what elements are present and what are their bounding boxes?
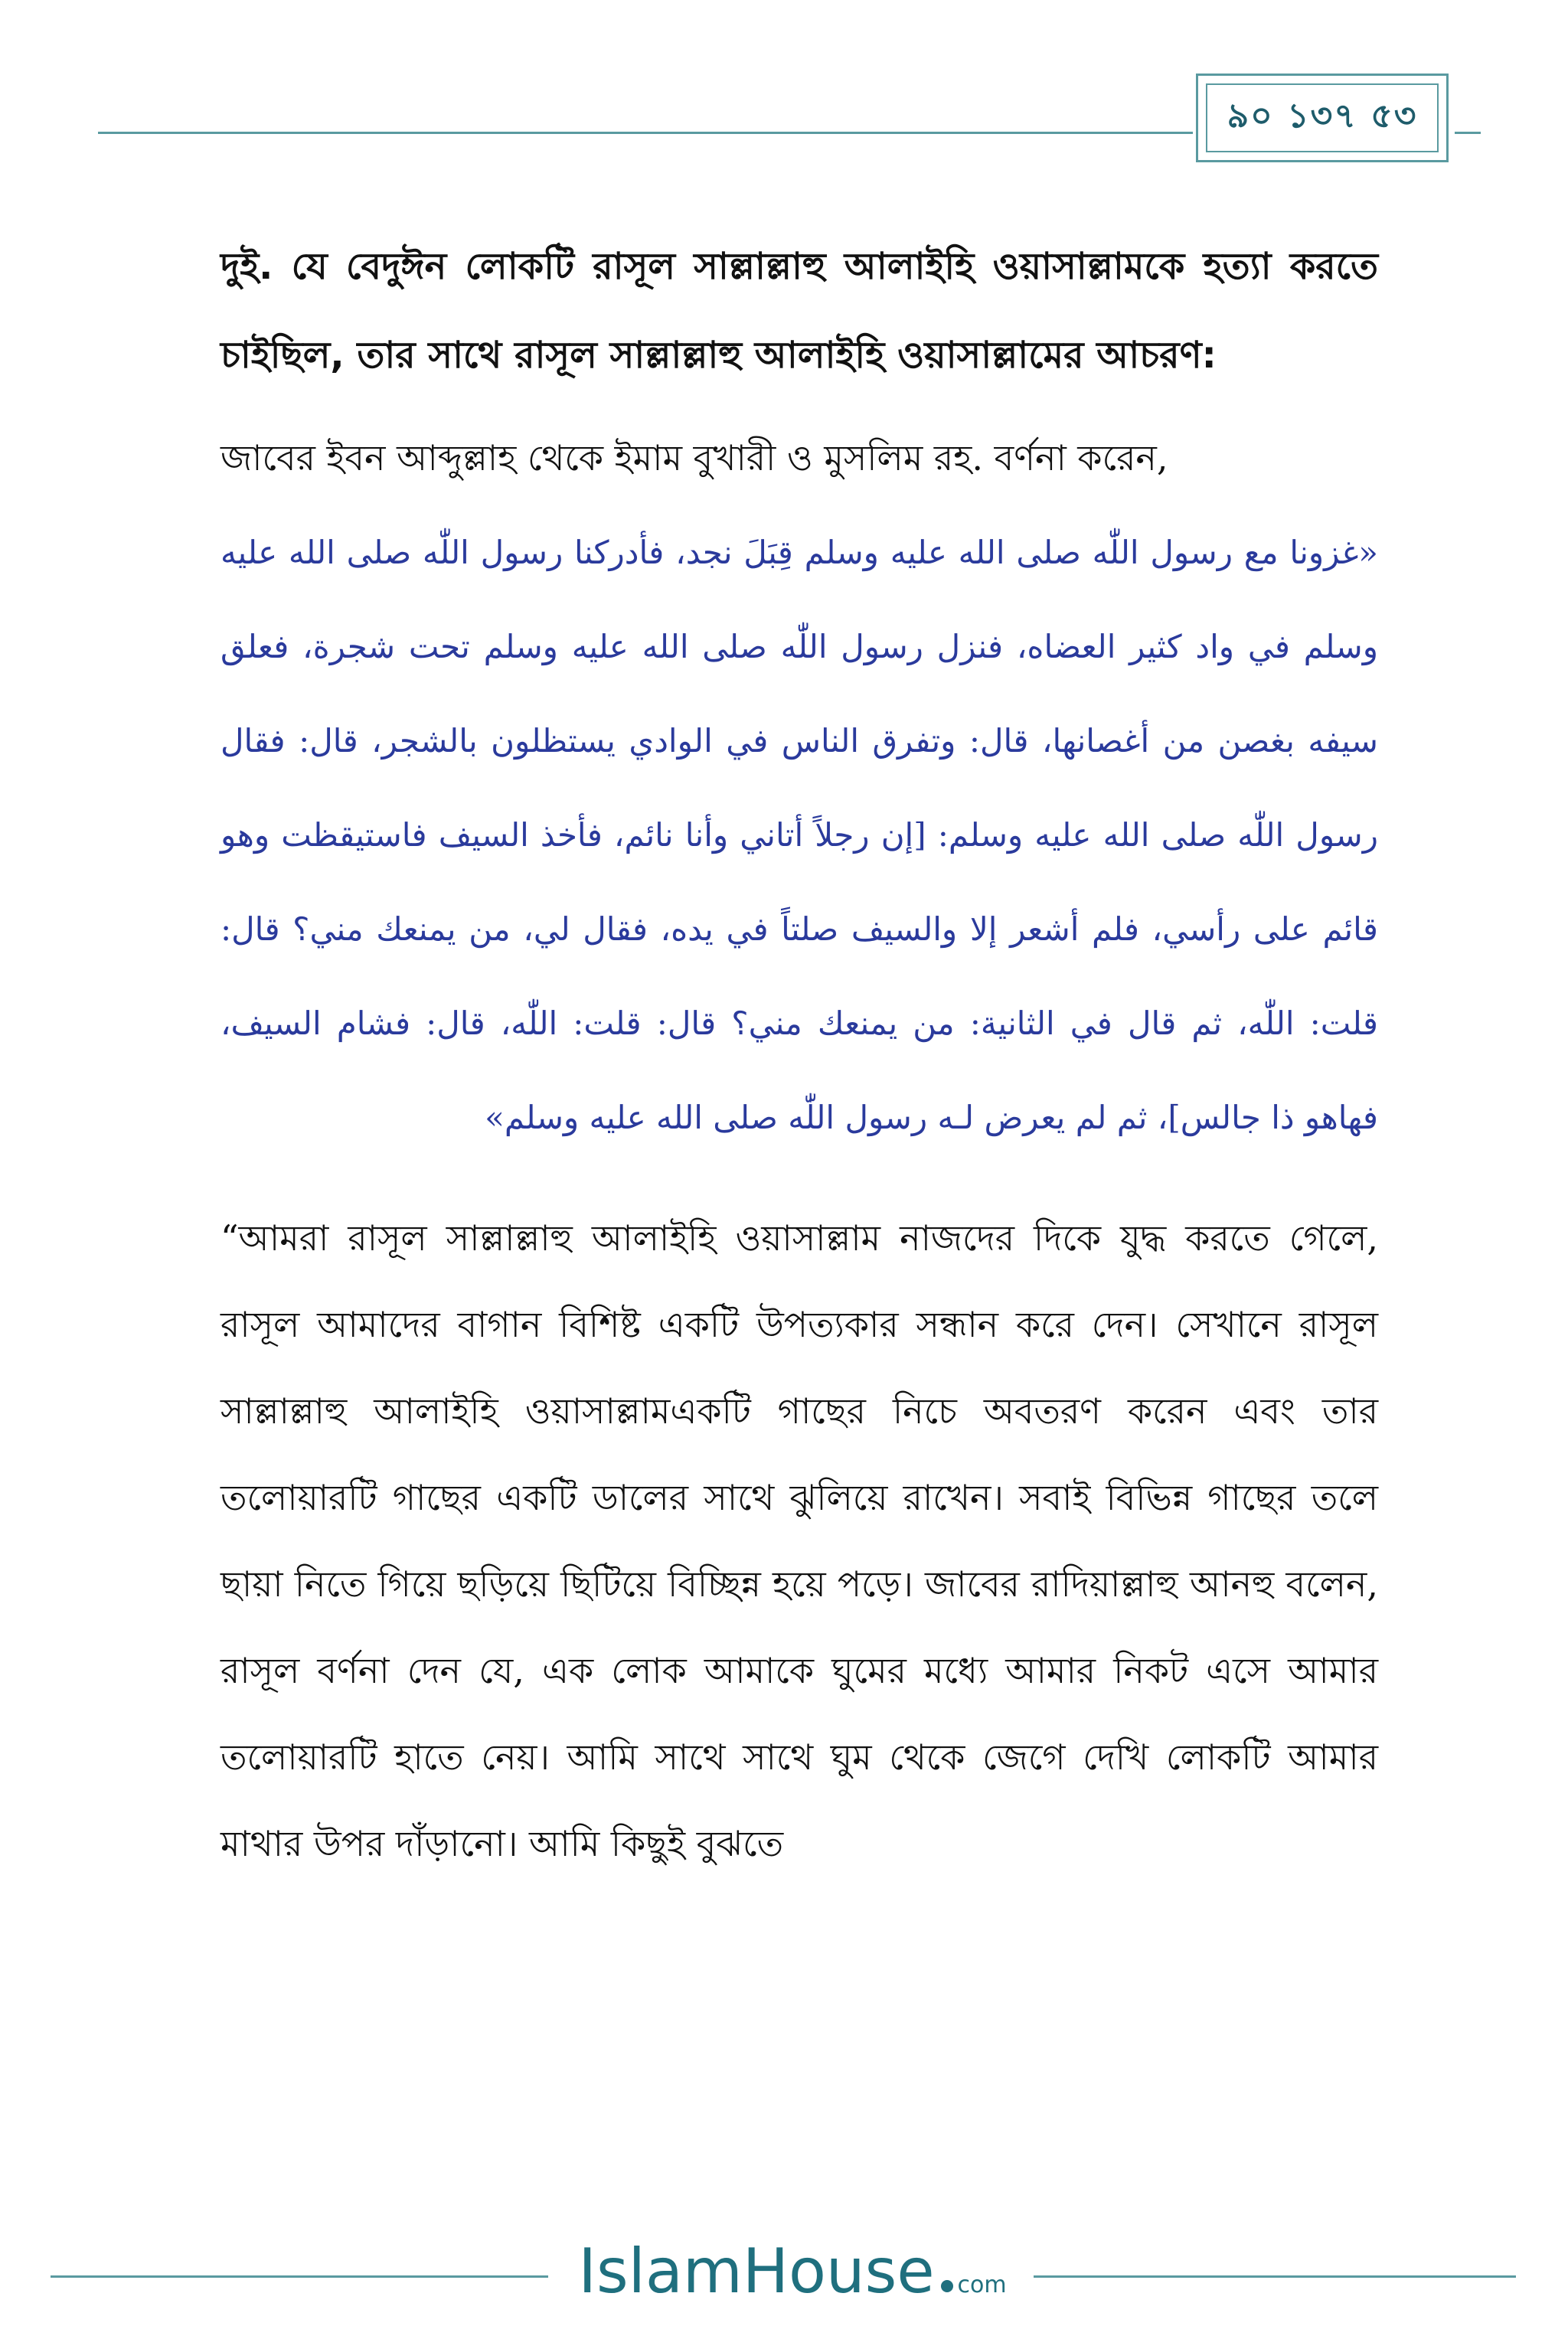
footer-rule-right (1034, 2275, 1516, 2278)
brand-dot-icon (941, 2280, 953, 2292)
arabic-hadith-text: «غزونا مع رسول اللّٰه صلى الله عليه وسلم قِبَلَ نجد، فأدركنا رسول اللّٰه صلى الله عليه وسلم في واد كثير العضاه، فنزل رسول اللّٰه صلى الله عليه وسلم تحت شجرة، فعلق سيفه بغصن من أغصانها، قال: وتفرق الناس في الوادي يستظلون بالشجر، قال: فقال رسول اللّٰه صلى الله عليه وسلم: [إن رجلاً أتاني وأنا نائم، فأخذ السيف فاستيقظت وهو قائم على رأسي، فلم أشعر إلا والسيف صلتاً في يده، فقال لي، من يمنعك مني؟ قال: قلت: اللّٰه، ثم قال في الثانية: من يمنعك مني؟ قال: قلت: اللّٰه، قال: فشام السيف، فهاهو ذا جالس]، ثم لم يعرض لـه رسول اللّٰه صلى الله عليه وسلم» (220, 534, 1378, 1136)
page-number-inner-frame (1206, 83, 1439, 152)
bengali-translation: “আমরা রাসূল সাল্লাল্লাহু আলাইহি ওয়াসাল্লাম নাজদের দিকে যুদ্ধ করতে গেলে, রাসূল আমাদের বাগান বিশিষ্ট একটি উপত্যকার সন্ধান করে দেন। সেখানে রাসূল সাল্লাল্লাহু আলাইহি ওয়াসাল্লামএকটি গাছের নিচে অবতরণ করেন এবং তার তলোয়ারটি গাছের একটি ডালের সাথে ঝুলিয়ে রাখেন। সবাই বিভিন্ন গাছের তলে ছায়া নিতে গিয়ে ছড়িয়ে ছিটিয়ে বিচ্ছিন্ন হয়ে পড়ে। জাবের রাদিয়াল্লাহু আনহু বলেন, রাসূল বর্ণনা দেন যে, এক লোক আমাকে ঘুমের মধ্যে আমার নিকট এসে আমার তলোয়ারটি হাতে নেয়। আমি সাথে সাথে ঘুম থেকে জেগে দেখি লোকটি আমার মাথার উপর দাঁড়ানো। আমি কিছুই বুঝতে (220, 1217, 1378, 1864)
header-rule-left (98, 132, 1193, 134)
page-body (220, 222, 1378, 1887)
islamhouse-logo (559, 2236, 1026, 2312)
section-heading: দুই. যে বেদুঈন লোকটি রাসূল সাল্লাল্লাহু আলাইহি ওয়াসাল্লামকে হত্যা করতে চাইছিল, তার সাথে রাসূল সাল্লাল্লাহু আলাইহি ওয়াসাল্লামের আচরণ: (220, 245, 1378, 377)
footer-rule-left (51, 2275, 548, 2278)
header-rule-right (1455, 132, 1481, 134)
brand-name: IslamHouse (578, 2236, 935, 2307)
page-number: ৯০ ১৩৭ ৫৩ (1227, 96, 1418, 136)
narration-intro: জাবের ইবন আব্দুল্লাহ থেকে ইমাম বুখারী ও মুসলিম রহ. বর্ণনা করেন, (220, 437, 1168, 479)
page-number-frame (1196, 74, 1449, 162)
brand-domain: com (957, 2272, 1007, 2298)
